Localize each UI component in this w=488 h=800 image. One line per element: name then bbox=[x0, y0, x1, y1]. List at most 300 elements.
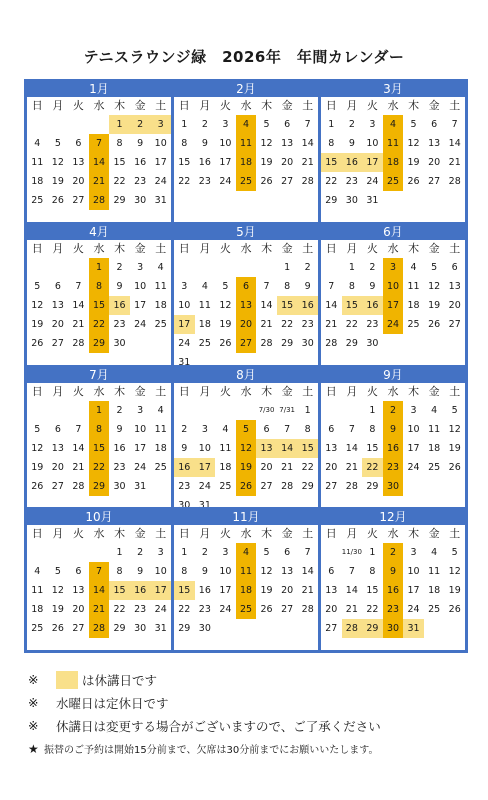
day-cell: 4 bbox=[157, 261, 164, 273]
day-cell: 5 bbox=[431, 261, 438, 273]
day-cell: 22 bbox=[362, 458, 383, 477]
day-cell: 6 bbox=[236, 277, 257, 296]
day-cell: 26 bbox=[236, 477, 257, 496]
day-cell: 9 bbox=[137, 138, 144, 149]
weekday-label: 月 bbox=[199, 99, 211, 112]
day-cell: 17 bbox=[134, 442, 147, 454]
days-grid bbox=[321, 401, 465, 508]
day-cell: 26 bbox=[31, 337, 44, 349]
days-grid bbox=[174, 401, 318, 508]
weekday-label: 火 bbox=[72, 384, 84, 398]
day-cell: 1 bbox=[328, 119, 335, 130]
day-cell: 8 bbox=[89, 420, 110, 439]
day-cell: 23 bbox=[366, 318, 379, 330]
day-cell: 27 bbox=[51, 480, 64, 492]
day-cell: 27 bbox=[281, 176, 294, 187]
day-cell: 9 bbox=[369, 280, 376, 292]
day-cell: 21 bbox=[72, 461, 85, 473]
weekday-label: 月 bbox=[346, 241, 358, 255]
day-cell: 21 bbox=[72, 318, 85, 330]
month-header: 4月 bbox=[27, 225, 171, 240]
day-cell: 19 bbox=[31, 461, 44, 473]
day-cell: 3 bbox=[410, 547, 417, 559]
day-cell: 10 bbox=[383, 277, 404, 296]
month-header: 12月 bbox=[321, 510, 465, 525]
weekday-label: 金 bbox=[281, 384, 293, 398]
day-cell: 10 bbox=[198, 442, 211, 454]
month-header: 6月 bbox=[321, 225, 465, 240]
day-cell: 20 bbox=[51, 461, 64, 473]
day-cell: 5 bbox=[54, 138, 61, 149]
calendar-grid bbox=[24, 79, 468, 653]
day-cell: 25 bbox=[407, 318, 420, 330]
day-cell: 2 bbox=[201, 119, 208, 130]
month-calendar bbox=[321, 368, 465, 508]
month-calendar bbox=[321, 510, 465, 650]
day-cell: 19 bbox=[448, 442, 461, 454]
day-cell: 15 bbox=[178, 157, 191, 168]
day-cell: 8 bbox=[348, 280, 355, 292]
day-cell: 21 bbox=[89, 600, 110, 619]
day-cell: 2 bbox=[348, 119, 355, 130]
day-cell: 11 bbox=[428, 423, 441, 435]
day-cell: 29 bbox=[89, 334, 110, 353]
empty-cell bbox=[68, 543, 89, 562]
day-cell: 10 bbox=[366, 138, 379, 149]
weekday-label: 月 bbox=[199, 384, 211, 398]
day-cell: 21 bbox=[301, 157, 314, 168]
day-cell: 28 bbox=[325, 337, 338, 349]
day-cell: 12 bbox=[428, 280, 441, 292]
empty-cell bbox=[27, 543, 48, 562]
day-cell: 17 bbox=[134, 299, 147, 311]
day-cell: 27 bbox=[448, 318, 461, 330]
day-cell: 7 bbox=[451, 119, 458, 130]
day-cell: 12 bbox=[236, 439, 257, 458]
day-cell: 14 bbox=[277, 439, 298, 458]
days-grid bbox=[321, 115, 465, 222]
day-cell: 12 bbox=[260, 566, 273, 578]
day-cell: 22 bbox=[89, 315, 110, 334]
day-cell: 16 bbox=[297, 296, 318, 315]
day-cell: 9 bbox=[116, 280, 123, 292]
weekday-row bbox=[174, 383, 318, 401]
day-cell: 6 bbox=[284, 119, 291, 130]
day-cell: 6 bbox=[431, 119, 438, 130]
day-cell: 6 bbox=[328, 423, 335, 435]
day-cell: 15 bbox=[174, 581, 195, 600]
day-cell: 11 bbox=[154, 423, 167, 435]
day-cell: 30 bbox=[345, 195, 358, 206]
weekday-label: 金 bbox=[281, 241, 293, 255]
day-cell: 27 bbox=[72, 623, 85, 635]
weekday-label: 火 bbox=[72, 241, 84, 255]
weekday-label: 金 bbox=[134, 99, 146, 112]
weekday-label: 土 bbox=[155, 241, 167, 255]
day-cell: 11 bbox=[198, 299, 211, 311]
day-cell: 20 bbox=[236, 315, 257, 334]
day-cell: 7 bbox=[328, 280, 335, 292]
day-cell: 26 bbox=[260, 604, 273, 616]
day-cell: 14 bbox=[89, 153, 110, 172]
empty-cell bbox=[236, 258, 257, 277]
day-cell: 28 bbox=[72, 337, 85, 349]
month-calendar bbox=[321, 225, 465, 365]
days-grid bbox=[174, 115, 318, 222]
weekday-label: 木 bbox=[408, 99, 420, 112]
weekday-row bbox=[321, 383, 465, 401]
day-cell: 3 bbox=[222, 119, 229, 130]
day-cell: 25 bbox=[198, 337, 211, 349]
weekday-label: 日 bbox=[31, 384, 43, 398]
day-cell: 4 bbox=[222, 423, 229, 435]
day-cell: 21 bbox=[345, 604, 358, 616]
note-legend bbox=[28, 668, 468, 691]
day-cell: 25 bbox=[219, 480, 232, 492]
day-cell: 25 bbox=[236, 172, 257, 191]
empty-cell bbox=[27, 401, 48, 420]
weekday-label: 火 bbox=[366, 99, 378, 112]
day-cell: 15 bbox=[321, 153, 342, 172]
day-cell: 18 bbox=[236, 153, 257, 172]
day-cell: 19 bbox=[236, 458, 257, 477]
weekday-label: 土 bbox=[155, 99, 167, 112]
weekday-label: 月 bbox=[346, 527, 358, 541]
weekday-label: 金 bbox=[134, 527, 146, 541]
day-cell: 23 bbox=[383, 600, 404, 619]
weekday-label: 月 bbox=[52, 384, 64, 398]
day-cell: 17 bbox=[383, 296, 404, 315]
empty-cell bbox=[48, 258, 69, 277]
empty-cell bbox=[215, 258, 236, 277]
weekday-label: 水 bbox=[93, 384, 105, 398]
day-cell: 16 bbox=[109, 296, 130, 315]
day-cell: 22 bbox=[113, 604, 126, 616]
day-cell: 19 bbox=[51, 176, 64, 187]
day-cell: 20 bbox=[448, 299, 461, 311]
day-cell: 12 bbox=[219, 299, 232, 311]
month-calendar bbox=[174, 510, 318, 650]
day-cell: 15 bbox=[89, 439, 110, 458]
day-cell: 11 bbox=[219, 442, 232, 454]
day-cell: 29 bbox=[89, 477, 110, 496]
day-cell: 24 bbox=[134, 461, 147, 473]
day-cell: 31 bbox=[366, 195, 379, 206]
day-cell: 17 bbox=[150, 581, 171, 600]
day-cell: 25 bbox=[154, 461, 167, 473]
day-cell: 6 bbox=[451, 261, 458, 273]
day-cell: 18 bbox=[428, 442, 441, 454]
day-cell: 16 bbox=[198, 585, 211, 597]
day-cell: 2 bbox=[116, 261, 123, 273]
day-cell: 19 bbox=[260, 157, 273, 168]
weekday-label: 水 bbox=[93, 241, 105, 255]
weekday-label: 水 bbox=[387, 527, 399, 541]
weekday-label: 木 bbox=[261, 241, 273, 255]
day-cell: 13 bbox=[72, 157, 85, 168]
empty-cell bbox=[68, 115, 89, 134]
day-cell: 20 bbox=[325, 461, 338, 473]
day-cell: 7 bbox=[284, 423, 291, 435]
day-cell: 7 bbox=[263, 280, 270, 292]
day-cell: 6 bbox=[54, 280, 61, 292]
day-cell: 5 bbox=[451, 404, 458, 416]
day-cell: 23 bbox=[134, 176, 147, 187]
day-cell: 8 bbox=[369, 423, 376, 435]
days-grid bbox=[27, 543, 171, 650]
weekday-label: 月 bbox=[346, 99, 358, 112]
day-cell: 22 bbox=[281, 318, 294, 330]
day-cell: 14 bbox=[301, 566, 314, 578]
weekday-label: 日 bbox=[325, 241, 337, 255]
empty-cell bbox=[174, 258, 195, 277]
day-cell: 27 bbox=[51, 337, 64, 349]
day-cell: 15 bbox=[89, 296, 110, 315]
day-cell: 21 bbox=[281, 461, 294, 473]
day-cell: 16 bbox=[383, 439, 404, 458]
weekday-row bbox=[321, 240, 465, 258]
day-cell: 2 bbox=[201, 547, 208, 559]
weekday-label: 土 bbox=[155, 527, 167, 541]
day-cell: 4 bbox=[34, 138, 41, 149]
day-cell: 16 bbox=[113, 442, 126, 454]
weekday-label: 土 bbox=[449, 527, 461, 541]
day-cell: 25 bbox=[154, 318, 167, 330]
day-cell: 24 bbox=[178, 337, 191, 349]
day-cell: 16 bbox=[174, 458, 195, 477]
day-cell: 28 bbox=[260, 337, 273, 349]
day-cell: 13 bbox=[281, 566, 294, 578]
day-cell: 11 bbox=[383, 134, 404, 153]
day-cell: 28 bbox=[301, 604, 314, 616]
day-cell: 2 bbox=[130, 115, 151, 134]
day-cell: 18 bbox=[154, 299, 167, 311]
day-cell: 29 bbox=[362, 619, 383, 638]
day-cell: 17 bbox=[219, 157, 232, 168]
note-change-text: 休講日は変更する場合がございますので、ご了承ください bbox=[56, 718, 381, 734]
day-cell: 3 bbox=[137, 404, 144, 416]
day-cell: 24 bbox=[154, 176, 167, 187]
weekday-label: 日 bbox=[178, 384, 190, 398]
weekday-label: 火 bbox=[72, 527, 84, 541]
day-cell: 24 bbox=[198, 480, 211, 492]
day-cell: 10 bbox=[178, 299, 191, 311]
day-cell: 24 bbox=[366, 176, 379, 187]
day-cell: 20 bbox=[72, 604, 85, 616]
day-cell: 26 bbox=[51, 623, 64, 635]
day-cell: 13 bbox=[236, 296, 257, 315]
day-cell: 30 bbox=[178, 499, 191, 508]
empty-cell bbox=[89, 543, 110, 562]
day-cell: 2 bbox=[181, 423, 188, 435]
day-cell: 28 bbox=[72, 480, 85, 492]
day-cell: 1 bbox=[369, 547, 376, 559]
weekday-row bbox=[174, 240, 318, 258]
day-cell: 15 bbox=[297, 439, 318, 458]
weekday-label: 月 bbox=[52, 99, 64, 112]
month-header: 9月 bbox=[321, 368, 465, 383]
day-cell: 9 bbox=[383, 562, 404, 581]
day-cell: 1 bbox=[181, 547, 188, 559]
day-cell: 1 bbox=[89, 401, 110, 420]
empty-cell bbox=[321, 258, 342, 277]
day-cell: 30 bbox=[366, 337, 379, 349]
day-cell: 9 bbox=[201, 138, 208, 149]
weekday-label: 水 bbox=[240, 99, 252, 112]
day-cell: 31 bbox=[154, 623, 167, 635]
days-grid bbox=[27, 115, 171, 222]
day-cell: 27 bbox=[325, 480, 338, 492]
weekday-label: 金 bbox=[428, 527, 440, 541]
day-cell: 3 bbox=[201, 423, 208, 435]
day-cell: 12 bbox=[51, 585, 64, 597]
day-cell: 7 bbox=[89, 562, 110, 581]
weekday-label: 日 bbox=[325, 384, 337, 398]
day-cell: 11 bbox=[31, 157, 44, 168]
day-cell: 7 bbox=[89, 134, 110, 153]
day-cell: 17 bbox=[174, 315, 195, 334]
day-cell: 17 bbox=[407, 442, 420, 454]
note-reservation-text: 振替のご予約は開始15分前まで、欠席は30分前までにお願いいたします。 bbox=[44, 745, 379, 756]
day-cell: 27 bbox=[325, 623, 338, 635]
day-cell: 4 bbox=[201, 280, 208, 292]
day-cell: 27 bbox=[281, 604, 294, 616]
day-cell: 14 bbox=[260, 299, 273, 311]
weekday-row bbox=[27, 525, 171, 543]
weekday-label: 月 bbox=[52, 241, 64, 255]
day-cell: 8 bbox=[284, 280, 291, 292]
day-cell: 29 bbox=[178, 623, 191, 635]
day-cell: 21 bbox=[325, 318, 338, 330]
day-cell: 8 bbox=[369, 566, 376, 578]
day-cell: 28 bbox=[342, 619, 363, 638]
day-cell: 21 bbox=[448, 157, 461, 168]
weekday-label: 水 bbox=[240, 241, 252, 255]
weekday-label: 水 bbox=[387, 99, 399, 112]
weekday-label: 日 bbox=[325, 527, 337, 541]
weekday-label: 火 bbox=[219, 241, 231, 255]
day-cell: 1 bbox=[89, 258, 110, 277]
holiday-swatch bbox=[56, 671, 78, 689]
day-cell: 7 bbox=[304, 119, 311, 130]
day-cell: 2 bbox=[383, 543, 404, 562]
day-cell: 5 bbox=[34, 280, 41, 292]
day-cell: 29 bbox=[113, 195, 126, 206]
day-cell: 11 bbox=[428, 566, 441, 578]
day-cell: 18 bbox=[219, 461, 232, 473]
day-cell: 3 bbox=[157, 547, 164, 559]
day-cell: 22 bbox=[345, 318, 358, 330]
weekday-label: 木 bbox=[408, 527, 420, 541]
day-cell: 3 bbox=[181, 280, 188, 292]
day-cell: 21 bbox=[345, 461, 358, 473]
day-cell: 19 bbox=[448, 585, 461, 597]
day-cell: 12 bbox=[260, 138, 273, 149]
day-cell: 23 bbox=[198, 176, 211, 187]
day-cell: 17 bbox=[219, 585, 232, 597]
days-grid bbox=[321, 543, 465, 650]
day-cell: 19 bbox=[407, 157, 420, 168]
weekday-label: 月 bbox=[52, 527, 64, 541]
day-cell: 3 bbox=[150, 115, 171, 134]
day-cell: 18 bbox=[31, 604, 44, 616]
day-cell: 4 bbox=[34, 566, 41, 578]
day-cell: 22 bbox=[178, 176, 191, 187]
weekday-label: 木 bbox=[114, 384, 126, 398]
weekday-label: 日 bbox=[31, 241, 43, 255]
day-cell: 8 bbox=[181, 566, 188, 578]
day-cell: 25 bbox=[236, 600, 257, 619]
weekday-label: 火 bbox=[72, 99, 84, 112]
note-mark: ※ bbox=[28, 695, 39, 710]
day-cell: 13 bbox=[325, 442, 338, 454]
day-cell: 4 bbox=[431, 547, 438, 559]
weekday-label: 日 bbox=[178, 241, 190, 255]
day-cell: 25 bbox=[31, 195, 44, 206]
day-cell: 27 bbox=[260, 480, 273, 492]
day-cell: 5 bbox=[222, 280, 229, 292]
day-cell: 19 bbox=[428, 299, 441, 311]
day-cell: 10 bbox=[407, 423, 420, 435]
day-cell: 30 bbox=[134, 195, 147, 206]
day-cell: 12 bbox=[407, 138, 420, 149]
weekday-label: 土 bbox=[302, 99, 314, 112]
weekday-row bbox=[174, 97, 318, 115]
day-cell: 1 bbox=[304, 404, 311, 416]
weekday-label: 木 bbox=[261, 527, 273, 541]
weekday-label: 火 bbox=[219, 99, 231, 112]
weekday-label: 木 bbox=[261, 99, 273, 112]
day-cell: 14 bbox=[325, 299, 338, 311]
days-grid bbox=[27, 401, 171, 508]
weekday-label: 日 bbox=[31, 99, 43, 112]
day-cell: 5 bbox=[451, 547, 458, 559]
weekday-label: 土 bbox=[302, 527, 314, 541]
day-cell: 27 bbox=[72, 195, 85, 206]
day-cell: 22 bbox=[89, 458, 110, 477]
day-cell: 23 bbox=[134, 604, 147, 616]
day-cell: 29 bbox=[281, 337, 294, 349]
day-cell: 2 bbox=[304, 261, 311, 273]
weekday-label: 火 bbox=[219, 384, 231, 398]
weekday-label: 木 bbox=[114, 241, 126, 255]
day-cell: 16 bbox=[130, 581, 151, 600]
day-cell: 24 bbox=[407, 461, 420, 473]
day-cell: 29 bbox=[345, 337, 358, 349]
month-calendar bbox=[27, 225, 171, 365]
day-cell: 10 bbox=[134, 423, 147, 435]
day-cell: 13 bbox=[325, 585, 338, 597]
empty-cell bbox=[48, 401, 69, 420]
day-cell: 30 bbox=[113, 337, 126, 349]
day-cell: 26 bbox=[219, 337, 232, 349]
day-cell: 31 bbox=[154, 195, 167, 206]
weekday-label: 木 bbox=[408, 384, 420, 398]
day-cell: 24 bbox=[219, 604, 232, 616]
empty-cell bbox=[256, 258, 277, 277]
day-cell: 5 bbox=[236, 420, 257, 439]
day-cell: 12 bbox=[448, 423, 461, 435]
day-cell: 26 bbox=[31, 480, 44, 492]
day-cell: 29 bbox=[301, 480, 314, 492]
day-cell: 1 bbox=[109, 115, 130, 134]
weekday-label: 日 bbox=[178, 99, 190, 112]
day-cell: 10 bbox=[154, 138, 167, 149]
empty-cell bbox=[195, 258, 216, 277]
day-cell: 8 bbox=[89, 277, 110, 296]
day-cell: 23 bbox=[301, 318, 314, 330]
month-header: 2月 bbox=[174, 82, 318, 97]
